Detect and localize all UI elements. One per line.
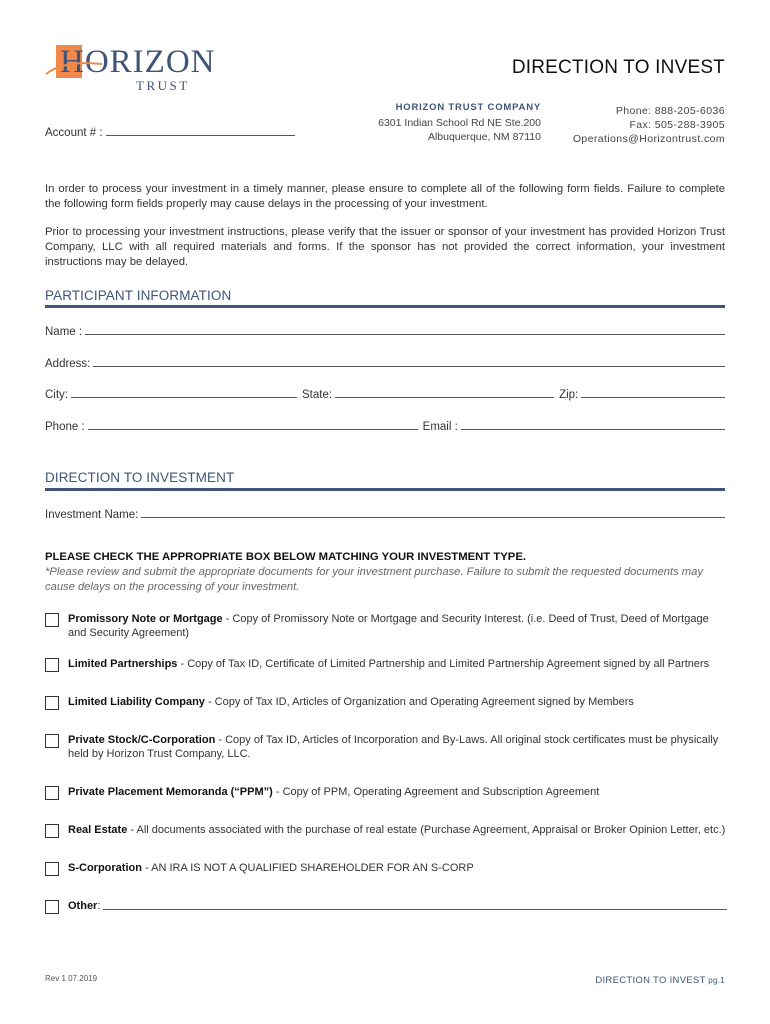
option-title: Real Estate: [68, 824, 128, 836]
investment-section-heading: DIRECTION TO INVESTMENT: [45, 470, 235, 485]
name-input[interactable]: [85, 333, 725, 335]
checkbox-ppm[interactable]: [45, 786, 59, 800]
investment-type-heading: PLEASE CHECK THE APPROPRIATE BOX BELOW MATCHING YOUR INVESTMENT TYPE.: [45, 551, 526, 563]
state-label: State:: [302, 389, 333, 401]
option-llc: [45, 695, 727, 710]
participant-name-field: [45, 326, 725, 338]
checkbox-promissory-note[interactable]: [45, 613, 59, 627]
city-input[interactable]: [71, 396, 297, 398]
account-number-field: [45, 127, 295, 139]
company-address-line-2: Albuquerque, NM 87110: [427, 131, 541, 143]
option-label: [68, 612, 727, 640]
option-private-stock: [45, 733, 727, 761]
option-title: Limited Partnerships: [68, 658, 178, 670]
investment-name-field: [45, 509, 725, 521]
other-input[interactable]: [103, 908, 727, 910]
option-ppm: [45, 785, 727, 800]
participant-phone-email-row: [45, 421, 725, 433]
zip-input[interactable]: [581, 396, 725, 398]
intro-paragraph-2: Prior to processing your investment instructions, please verify that the issuer or sponsor of your investment has provided Horizon Trust Company, LLC with all required materials and forms. If the sponsor has not provided the correct information, your investment instructions may be delayed.: [45, 226, 725, 268]
address-label: Address:: [45, 358, 91, 370]
footer-page-label: [595, 975, 725, 986]
option-label: [68, 861, 727, 875]
option-title: S-Corporation: [68, 862, 142, 874]
logo-wordmark: HORIZON: [60, 44, 216, 80]
option-title: Promissory Note or Mortgage: [68, 613, 223, 625]
checkbox-other[interactable]: [45, 900, 59, 914]
option-description: - Copy of Promissory Note or Mortgage and Security Interest. (i.e. Deed of Trust, Deed of Mortgage and Security Agreement): [68, 613, 709, 639]
zip-label: Zip:: [559, 389, 579, 401]
account-number-input[interactable]: [106, 134, 295, 136]
option-description: - AN IRA IS NOT A QUALIFIED SHAREHOLDER FOR AN S-CORP: [141, 862, 474, 874]
email-input[interactable]: [461, 428, 725, 430]
phone-label: Phone :: [45, 421, 85, 433]
phone-input[interactable]: [88, 428, 418, 430]
option-other-colon: :: [97, 900, 101, 912]
investment-name-input[interactable]: [141, 516, 725, 518]
option-other-label: [68, 899, 727, 913]
document-title: DIRECTION TO INVEST: [511, 57, 725, 78]
option-description: - All documents associated with the purchase of real estate (Purchase Agreement, Appraisal or Broker Opinion Letter, etc.): [127, 824, 726, 836]
horizon-trust-logo: [44, 40, 244, 100]
option-description: - Copy of Tax ID, Articles of Organization and Operating Agreement signed by Members: [204, 696, 634, 708]
option-limited-partnerships: [45, 657, 727, 672]
option-title: Private Placement Memoranda (“PPM”): [68, 786, 273, 798]
checkbox-llc[interactable]: [45, 696, 59, 710]
option-other: [45, 899, 727, 914]
company-address-line-1: 6301 Indian School Rd NE Ste.200: [378, 116, 541, 129]
option-description: - Copy of Tax ID, Certificate of Limited Partnership and Limited Partnership Agreement signed by all Partners: [177, 658, 710, 670]
option-label: [68, 657, 727, 671]
participant-section-heading: PARTICIPANT INFORMATION: [45, 288, 232, 303]
option-real-estate: [45, 823, 727, 838]
checkbox-s-corporation[interactable]: [45, 862, 59, 876]
name-label: Name :: [45, 326, 83, 338]
option-other-title: Other: [68, 900, 98, 912]
option-label: [68, 823, 727, 837]
page-number: pg.1: [705, 976, 725, 985]
account-number-label: Account # :: [45, 127, 103, 139]
contact-phone: Phone: 888-205-6036: [615, 105, 725, 117]
option-title: Private Stock/C-Corporation: [68, 734, 216, 746]
email-label: Email :: [422, 421, 458, 433]
participant-section-rule: [45, 305, 725, 308]
checkbox-real-estate[interactable]: [45, 824, 59, 838]
contact-email: Operations@Horizontrust.com: [572, 133, 725, 145]
contact-block: [573, 104, 725, 146]
contact-fax: Fax: 505-288-3905: [629, 119, 725, 131]
option-promissory-note: [45, 612, 727, 640]
investment-name-label: Investment Name:: [45, 509, 139, 521]
option-description: - Copy of PPM, Operating Agreement and Subscription Agreement: [272, 786, 600, 798]
option-label: [68, 733, 727, 761]
city-label: City:: [45, 389, 68, 401]
option-label: [68, 695, 727, 709]
option-s-corporation: [45, 861, 727, 876]
checkbox-private-stock[interactable]: [45, 734, 59, 748]
option-label: [68, 785, 727, 799]
investment-type-note: *Please review and submit the appropriate documents for your investment purchase. Failure to submit the requested documents may cause delays on the processing of your investment.: [45, 566, 703, 593]
footer-title: DIRECTION TO INVEST: [595, 975, 706, 986]
option-description: - Copy of Tax ID, Articles of Incorporation and By-Laws. All original stock certificates must be physically held by Horizon Trust Company, LLC.: [68, 734, 719, 760]
participant-city-state-zip-row: [45, 389, 725, 401]
company-name: HORIZON TRUST COMPANY: [395, 102, 541, 113]
state-input[interactable]: [335, 396, 554, 398]
revision-label: Rev 1 07.2019: [45, 974, 98, 983]
investment-section-rule: [45, 488, 725, 491]
address-input[interactable]: [93, 365, 725, 367]
participant-address-field: [45, 358, 725, 370]
logo-subtitle: TRUST: [136, 78, 190, 93]
company-address-block: [378, 101, 541, 145]
option-title: Limited Liability Company: [68, 696, 205, 708]
logo-swoosh-icon: [44, 58, 104, 78]
intro-paragraph-1: In order to process your investment in a timely manner, please ensure to complete all of the following form fields. Failure to complete the following form fields properly may cause delays in the processing of your investment.: [45, 183, 725, 210]
checkbox-limited-partnerships[interactable]: [45, 658, 59, 672]
